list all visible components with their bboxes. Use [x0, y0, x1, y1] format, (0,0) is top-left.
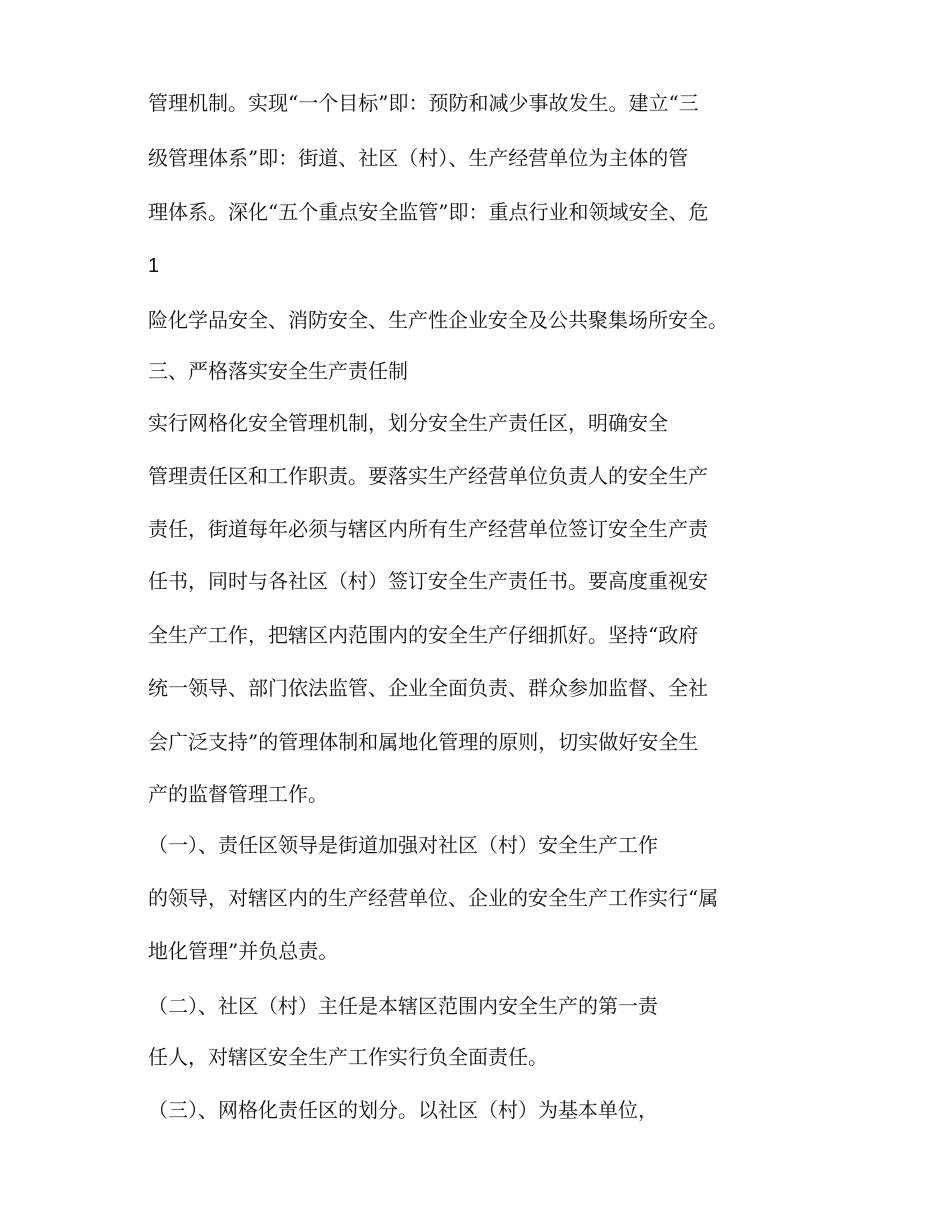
text-line: 责任，街道每年必须与辖区内所有生产经营单位签订安全生产责 — [148, 517, 708, 541]
text-line: 任人，对辖区安全生产工作实行负全面责任。 — [148, 1045, 548, 1069]
section-heading: 三、严格落实安全生产责任制 — [148, 359, 408, 383]
text-line: 管理责任区和工作职责。要落实生产经营单位负责人的安全生产 — [148, 464, 708, 488]
text-line: 会广泛支持”的管理体制和属地化管理的原则，切实做好安全生 — [148, 730, 699, 754]
text-line: （二）、社区（村）主任是本辖区范围内安全生产的第一责 — [148, 994, 658, 1018]
text-line: 管理机制。实现“一个目标”即：预防和减少事故发生。建立“三 — [148, 91, 699, 115]
page-number: 1 — [148, 255, 160, 277]
text-line: 级管理体系”即：街道、社区（村）、生产经营单位为主体的管 — [148, 146, 689, 170]
text-line: 产的监督管理工作。 — [148, 782, 328, 806]
text-line: （三）、网格化责任区的划分。以社区（村）为基本单位， — [148, 1098, 658, 1122]
text-line: 统一领导、部门依法监管、企业全面负责、群众参加监督、全社 — [148, 676, 708, 700]
text-line: 理体系。深化“五个重点安全监管”即：重点行业和领域安全、危 — [148, 200, 709, 224]
text-line: 险化学品安全、消防安全、生产性企业安全及公共聚集场所安全。 — [148, 308, 728, 332]
text-line: 任书，同时与各社区（村）签订安全生产责任书。要高度重视安 — [148, 569, 708, 593]
text-line: 地化管理”并负总责。 — [148, 939, 339, 963]
text-line: （一）、责任区领导是街道加强对社区（村）安全生产工作 — [148, 833, 658, 857]
text-line: 全生产工作，把辖区内范围内的安全生产仔细抓好。坚持“政府 — [148, 623, 699, 647]
text-line: 实行网格化安全管理机制，划分安全生产责任区，明确安全 — [148, 411, 668, 435]
text-line: 的领导，对辖区内的生产经营单位、企业的安全生产工作实行“属 — [148, 886, 719, 910]
